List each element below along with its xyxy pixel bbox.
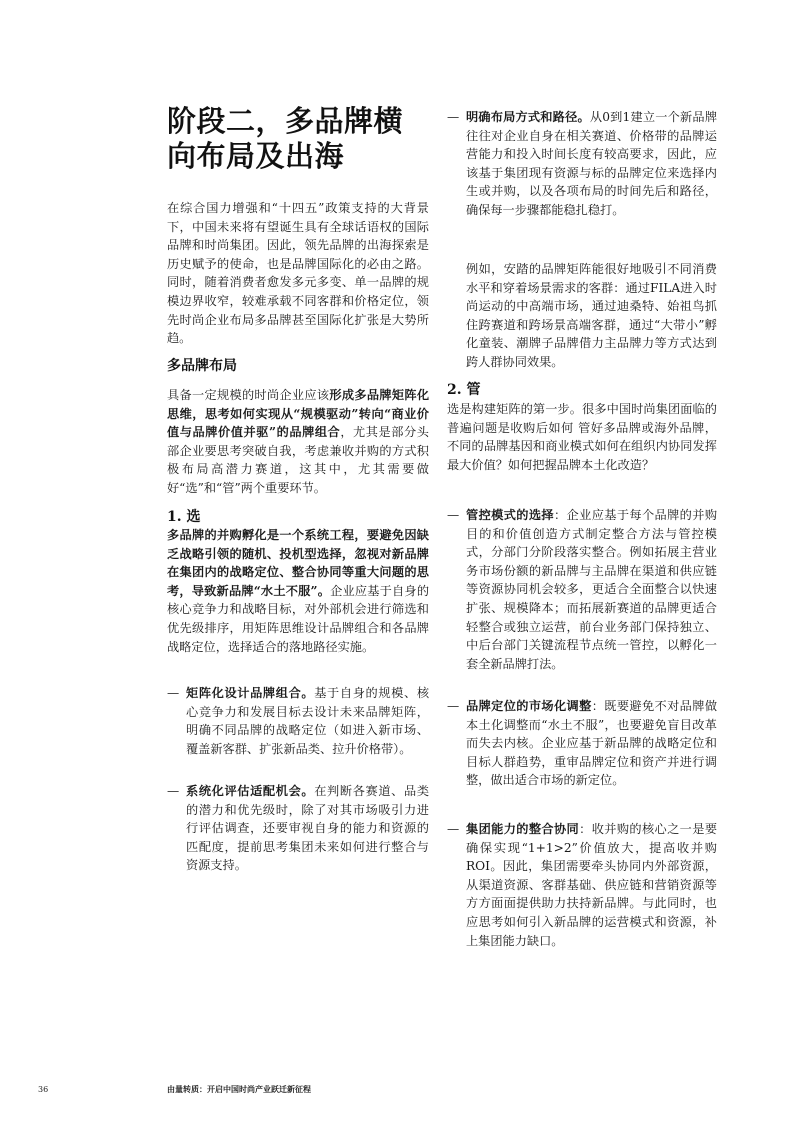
manage-heading: 2. 管 [447, 382, 481, 398]
bullet-dash: — [447, 110, 460, 124]
bullet-text: 管控模式的选择：企业应基于每个品牌的并购目的和价值创造方式制定整合方法与管控模式，分部门分阶段落实整合。例如拓展主营业务市场份额的新品牌与主品牌在渠道和供应链等资源协同机会较多，更适合全面整合以快速扩张、规模降本；而拓展新赛道的品牌更适合轻整合或独立运营，前台业务部门保持独立、中后台部门关键流程节点统一管控，以孵化一套全新品牌打法。 [466, 508, 718, 671]
bullet-text: 明确布局方式和路径。从0到1建立一个新品牌往往对企业自身在相关赛道、价格带的品牌运营能力和投入时间长度有较高要求，因此，应该基于集团现有资源与标的品牌定位来选择内生或并购，以及各项布局的时间先后和路径，确保每一步骤都能稳扎稳打。 [466, 110, 718, 217]
section-text-post: ，尤其是部分头部企业要思考突破自我，考虑兼收并购的方式积极布局高潜力赛道，这其中，尤其需要做好“选”和“管”两个重要环节。 [167, 425, 429, 495]
bullet-dash: — [447, 699, 460, 713]
select-text: 企业应基于自身的核心竞争力和战略目标，对外部机会进行筛选和优先级排序，用矩阵思维设计品牌组合和各品牌战略定位，选择适合的落地路径实施。 [167, 583, 430, 654]
intro-paragraph: 在综合国力增强和“十四五”政策支持的大背景下，中国未来将有望诞生具有全球话语权的国际品牌和时尚集团。因此，领先品牌的出海探索是历史赋予的使命，也是品牌国际化的必由之路。同时，随着消费者愈发多元多变、单一品牌的规模边界收窄，较难承载不同客群和价格定位，领先时尚企业布局多品牌甚至国际化扩张是大势所趋。 [167, 201, 429, 346]
bullet-text: 矩阵化设计品牌组合。基于自身的规模、核心竞争力和发展目标去设计未来品牌矩阵，明确不同品牌的战略定位（如进入新市场、覆盖新客群、扩张新品类、拉升价格带）。 [186, 686, 430, 756]
bullet-dash: — [447, 508, 460, 522]
bullet-dash: — [447, 822, 460, 836]
select-heading: 1. 选 [167, 509, 201, 525]
bullet-item [447, 108, 717, 220]
bullet-item [167, 684, 429, 758]
bullet-text: 集团能力的整合协同：收并购的核心之一是要确保实现“1+1>2”价值放大，提高收并购ROI。因此，集团需要牵头协同内外部资源，从渠道资源、客群基础、供应链和营销资源等方方面面提供助力扶持新品牌。与此同时，也应思考如何引入新品牌的运营模式和资源，补上集团能力缺口。 [466, 822, 718, 948]
bullet-dash: — [167, 784, 180, 798]
bullet-item [447, 697, 717, 790]
bullet-dash: — [167, 686, 180, 700]
section-paragraph [167, 386, 429, 498]
bullet-item [167, 782, 429, 875]
bullet-item [447, 820, 717, 950]
bullet-item [447, 506, 717, 673]
footer-publication-title: 由量转质：开启中国时尚产业跃迁新征程 [167, 1085, 311, 1094]
page-title: 阶段二，多品牌横向布局及出海 [167, 104, 404, 173]
section-heading: 多品牌布局 [167, 358, 237, 374]
select-paragraph [167, 526, 429, 656]
bullet-text: 品牌定位的市场化调整：既要避免不对品牌做本土化调整而“水土不服”，也要避免盲目改革而失去内核。企业应基于新品牌的战略定位和目标人群趋势，重审品牌定位和资产并进行调整，做出适合市场的新定位。 [466, 699, 718, 788]
bullet-text: 系统化评估适配机会。在判断各赛道、品类的潜力和优先级时，除了对其市场吸引力进行评估调查，还要审视自身的能力和资源的匹配度，提前思考集团未来如何进行整合与资源支持。 [186, 784, 430, 873]
example-paragraph: 例如，安踏的品牌矩阵能很好地吸引不同消费水平和穿着场景需求的客群：通过FILA进入时尚运动的中高端市场，通过迪桑特、始祖鸟抓住跨赛道和跨场景高端客群，通过“大带小”孵化童装、潮牌子品牌借力主品牌力等方式达到跨人群协同效果。 [466, 262, 717, 369]
section-text-bold: 形成多品牌矩阵化思维，思考如何实现从“规模驱动”转向“商业价值与品牌价值并驱”的品牌组合 [167, 388, 430, 440]
manage-paragraph: 选是构建矩阵的第一步。很多中国时尚集团面临的普遍问题是收购后如何 管好多品牌或海外品牌，不同的品牌基因和商业模式如何在组织内协同发挥最大价值？如何把握品牌本土化改造？ [447, 402, 717, 472]
page-number: 36 [38, 1085, 49, 1094]
select-text-bold: 多品牌的并购孵化是一个系统工程，要避免因缺乏战略引领的随机、投机型选择，忽视对新品牌在集团内的战略定位、整合协同等重大问题的思考，导致新品牌“水土不服”。 [167, 528, 429, 598]
section-text-pre: 具备一定规模的时尚企业应该 [167, 388, 330, 402]
